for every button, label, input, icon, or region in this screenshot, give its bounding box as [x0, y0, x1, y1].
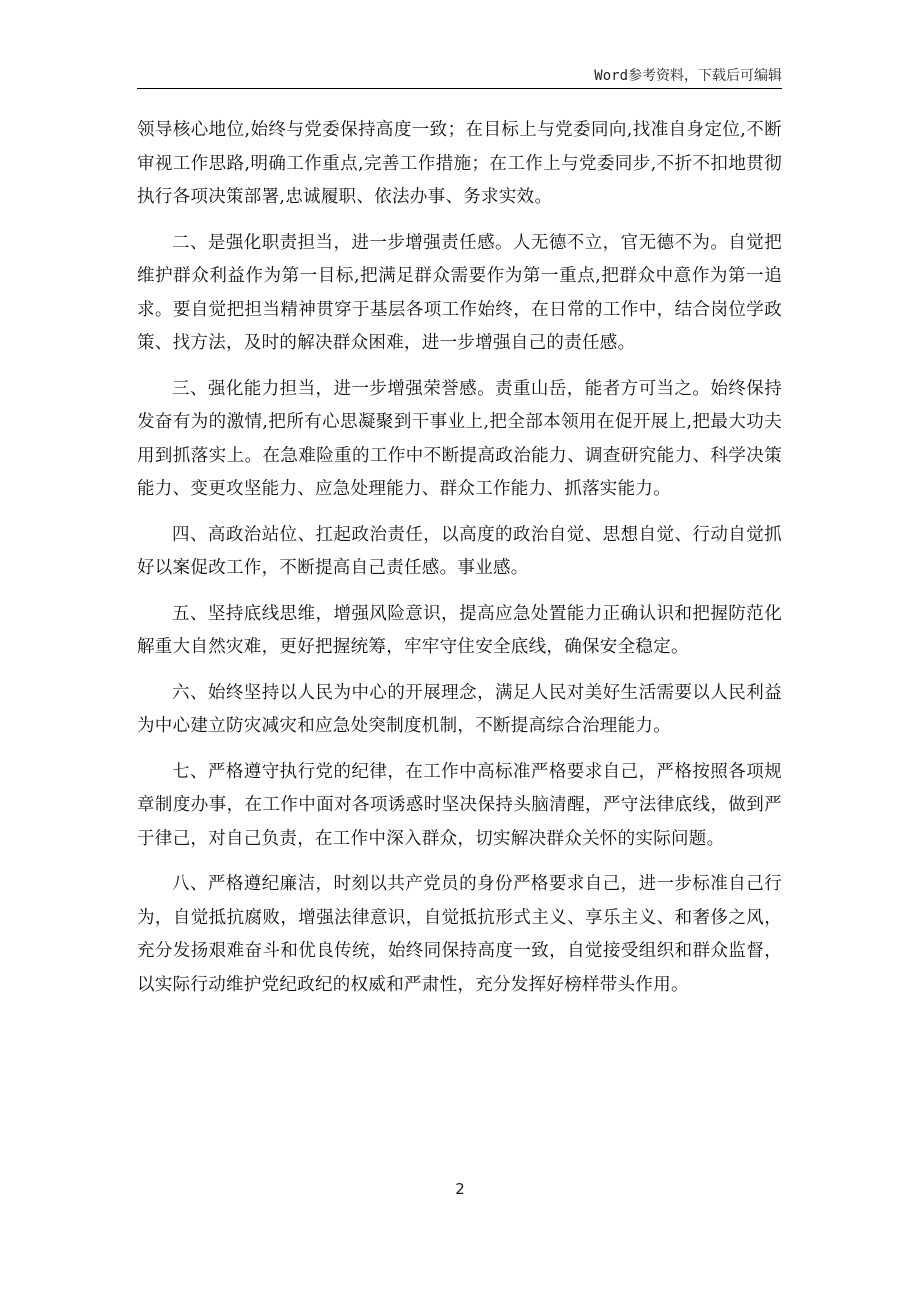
paragraph-4-political-stance: 四、高政治站位、扛起政治责任，以高度的政治自觉、思想自觉、行动自觉抓好以案促改工作，不断提高自己责任感。事业感。: [137, 524, 782, 578]
paragraph-5-bottom-line: 五、坚持底线思维，增强风险意识，提高应急处置能力正确认识和把握防范化解重大自然灾难，更好把握统筹，牢牢守住安全底线，确保安全稳定。: [137, 603, 782, 657]
page-number: 2: [455, 1180, 465, 1198]
paragraph-2-responsibility: 二、是强化职责担当，进一步增强责任感。人无德不立，官无德不为。自觉把维护群众利益作为第一目标,把满足群众需要作为第一重点,把群众中意作为第一追求。要自觉把担当精神贯穿于基层各项工作始终，在日常的工作中，结合岗位学政策、找方法，及时的解决群众困难，进一步增强自己的责任感。: [137, 232, 782, 353]
paragraph-3-ability: 三、强化能力担当，进一步增强荣誉感。责重山岳，能者方可当之。始终保持发奋有为的激情,把所有心思凝聚到干事业上,把全部本领用在促开展上,把最大功夫用到抓落实上。在急难险重的工作中不断提高政治能力、调查研究能力、科学决策能力、变更攻坚能力、应急处理能力、群众工作能力、抓落实能力。: [137, 378, 782, 499]
paragraph-continued: 领导核心地位,始终与党委保持高度一致；在目标上与党委同向,找准自身定位,不断审视工作思路,明确工作重点,完善工作措施；在工作上与党委同步,不折不扣地贯彻执行各项决策部署,忠诚履职、依法办事、务求实效。: [137, 120, 782, 207]
page-header: Word参考资料，下载后可编辑: [137, 66, 782, 89]
paragraph-7-discipline: 七、严格遵守执行党的纪律，在工作中高标准严格要求自己，严格按照各项规章制度办事，在工作中面对各项诱惑时坚决保持头脑清醒，严守法律底线，做到严于律己，对自己负责，在工作中深入群众，切实解决群众关怀的实际问题。: [137, 761, 782, 849]
paragraph-6-people-centered: 六、始终坚持以人民为中心的开展理念，满足人民对美好生活需要以人民利益为中心建立防灾减灾和应急处突制度机制，不断提高综合治理能力。: [137, 682, 782, 736]
paragraph-8-integrity: 八、严格遵纪廉洁，时刻以共产党员的身份严格要求自己，进一步标准自己行为，自觉抵抗腐败，增强法律意识，自觉抵抗形式主义、享乐主义、和奢侈之风，充分发扬艰难奋斗和优良传统，始终同保持高度一致，自觉接受组织和群众监督，以实际行动维护党纪政纪的权威和严肃性，充分发挥好榜样带头作用。: [137, 874, 782, 995]
document-body: [137, 114, 782, 1014]
